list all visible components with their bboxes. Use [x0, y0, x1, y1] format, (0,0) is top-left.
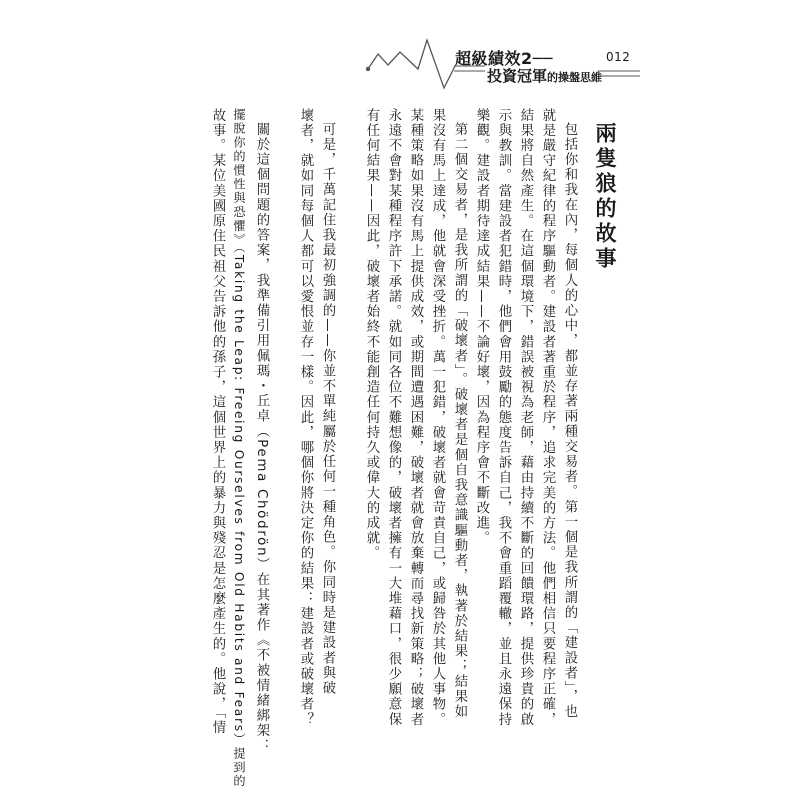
text-column: 故事。某位美國原住民祖父告訴他的孫子，這個世界上的暴力與殘忍是怎麼產生的。他說，「情: [210, 108, 225, 736]
book-subtitle-main: 投資冠軍: [487, 67, 548, 85]
text-column: 第二個交易者，是我所謂的「破壞者」。破壞者是個自我意識驅動者，執著於結果；結果如: [452, 122, 467, 720]
text-column: 結果將自然產生。在這個環境下，錯誤被視為老師，藉由持續不斷的回饋環路，提供珍貴的啟: [518, 108, 533, 728]
zigzag-line: [368, 40, 455, 88]
text-column: 就是嚴守紀律的程序驅動者。建設者著重於程序，追求完美的方法。他們相信只要程序正確，: [540, 108, 555, 728]
text-column: 樂觀。建設者期待達成結果——不論好壞，因為程序會不斷改進。: [474, 108, 489, 546]
zigzag-dot: [366, 67, 370, 71]
book-subtitle-small: 的操盤思維: [547, 71, 603, 84]
section-heading: 兩隻狼的故事: [593, 122, 617, 272]
page-number: 012: [606, 50, 631, 64]
text-column: 關於這個問題的答案，我準備引用佩瑪・丘卓（Pema Chödrön）在其著作《不被情緒綁架：: [254, 122, 269, 754]
text-column: 有任何結果——因此，破壞者始終不能創造任何持久或偉大的成就。: [364, 108, 379, 561]
text-column: 示與教訓。當建設者犯錯時，他們會用鼓勵的態度告訴自己，我不會重蹈覆轍，並且永遠保持: [496, 108, 511, 728]
text-column: 果沒有馬上達成，他就會深受挫折。萬一犯錯，破壞者就會苛責自己，或歸咎於其他人事物。: [430, 108, 445, 728]
text-column: 壞者，就如同每個人都可以愛恨並存一樣。因此，哪個你將決定你的結果：建設者或破壞者？: [298, 108, 313, 728]
header-decoration: [0, 0, 811, 120]
text-column: 擺脫你的慣性與恐懼》（Taking the Leap: Freeing Ourselves from Old Habits and Fears）提到的: [232, 108, 246, 789]
text-column: 可是，千萬記住我最初強調的——你並不單純屬於任何一種角色。你同時是建設者與破: [320, 122, 335, 696]
text-column: 某種策略如果沒有馬上提供成效，或期間遭遇困難，破壞者就會放棄轉而尋找新策略；破壞者: [408, 108, 423, 728]
book-subtitle: [487, 65, 602, 86]
text-column: 包括你和我在內，每個人的心中，都並存著兩種交易者。第一個是我所謂的「建設者」，也: [562, 122, 577, 720]
text-column: 永遠不會對某種程序許下承諾。就如同各位不難想像的，破壞者擁有一大堆藉口，很少願意保: [386, 108, 401, 728]
book-title: 超級績效2──: [455, 49, 553, 68]
